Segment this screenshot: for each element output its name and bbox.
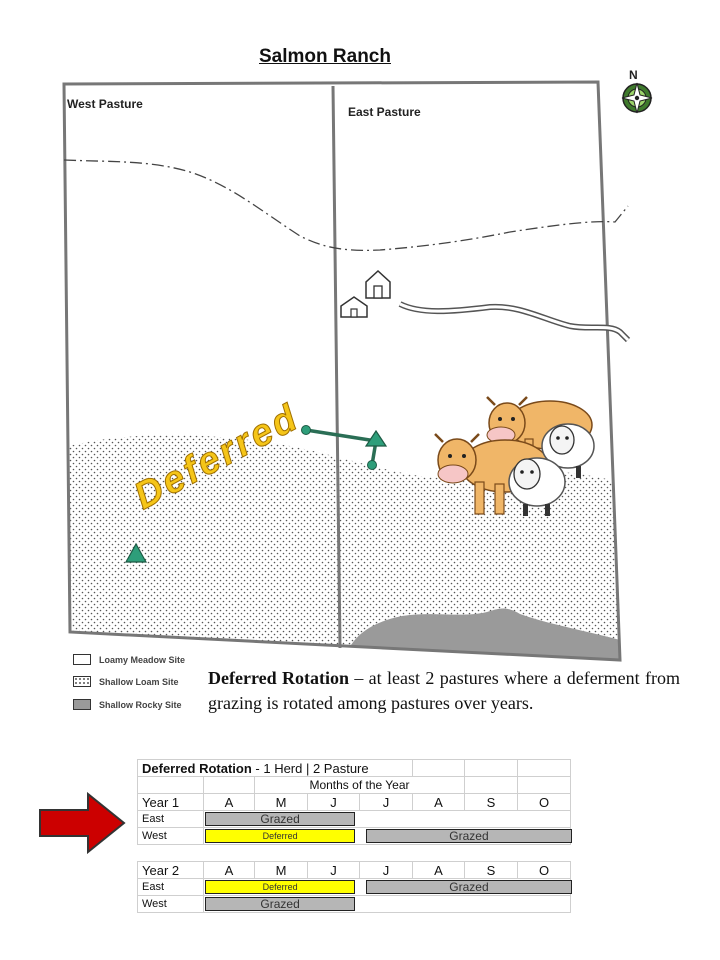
east-pasture-label: East Pasture (348, 105, 421, 119)
red-arrow-icon (38, 792, 128, 854)
row-label-east: East (138, 879, 204, 896)
timeline-cell (204, 828, 571, 845)
grazed-bar: Grazed (366, 829, 572, 843)
grazed-bar: Grazed (366, 880, 572, 894)
legend-swatch (73, 676, 91, 687)
month-cell: J (360, 794, 413, 811)
month-cell: J (308, 794, 360, 811)
dirt-road (64, 160, 628, 250)
compass-rose-icon (622, 83, 652, 113)
month-cell: O (518, 794, 571, 811)
month-cell: M (255, 862, 308, 879)
month-cell: A (204, 794, 255, 811)
barn-icon (366, 271, 390, 298)
row-label-west: West (138, 828, 204, 845)
legend-swatch (73, 699, 91, 710)
description-term: Deferred Rotation (208, 668, 349, 688)
schedule-table-year1 (137, 759, 571, 845)
timeline-cell (204, 811, 571, 828)
deferred-bar: Deferred (205, 829, 355, 843)
month-cell: A (413, 862, 465, 879)
year2-label: Year 2 (138, 862, 204, 879)
schedule-title: Deferred Rotation - 1 Herd | 2 Pasture (138, 760, 413, 777)
description (208, 666, 680, 716)
timeline-cell (204, 896, 571, 913)
legend-label: Shallow Loam Site (99, 676, 179, 687)
house-icon (341, 297, 367, 317)
legend-label: Shallow Rocky Site (99, 699, 182, 710)
month-cell: J (360, 862, 413, 879)
month-cell: M (255, 794, 308, 811)
row-label-east: East (138, 811, 204, 828)
month-cell: O (518, 862, 571, 879)
month-cell: J (308, 862, 360, 879)
map-title: Salmon Ranch (259, 46, 391, 67)
month-cell: A (413, 794, 465, 811)
description-text: – at least 2 pastures where a deferment from grazing is rotated among pastures over years. (208, 668, 681, 713)
grazed-bar: Grazed (205, 897, 355, 911)
months-header: Months of the Year (255, 777, 465, 794)
month-cell: S (465, 794, 518, 811)
legend-item-loamy-meadow (73, 654, 185, 665)
timeline-cell (204, 879, 571, 896)
grazed-bar: Grazed (205, 812, 355, 826)
month-cell: S (465, 862, 518, 879)
row-label-west: West (138, 896, 204, 913)
schedule-table-year2 (137, 861, 571, 913)
legend-item-shallow-loam (73, 676, 179, 687)
deferred-overlay-text: Deferred (127, 396, 307, 518)
north-label: N (629, 68, 638, 82)
deferred-bar: Deferred (205, 880, 355, 894)
month-cell: A (204, 862, 255, 879)
legend-swatch (73, 654, 91, 665)
legend-label: Loamy Meadow Site (99, 654, 186, 665)
legend-item-shallow-rocky (73, 699, 182, 710)
west-pasture-label: West Pasture (67, 97, 143, 111)
year1-label: Year 1 (138, 794, 204, 811)
